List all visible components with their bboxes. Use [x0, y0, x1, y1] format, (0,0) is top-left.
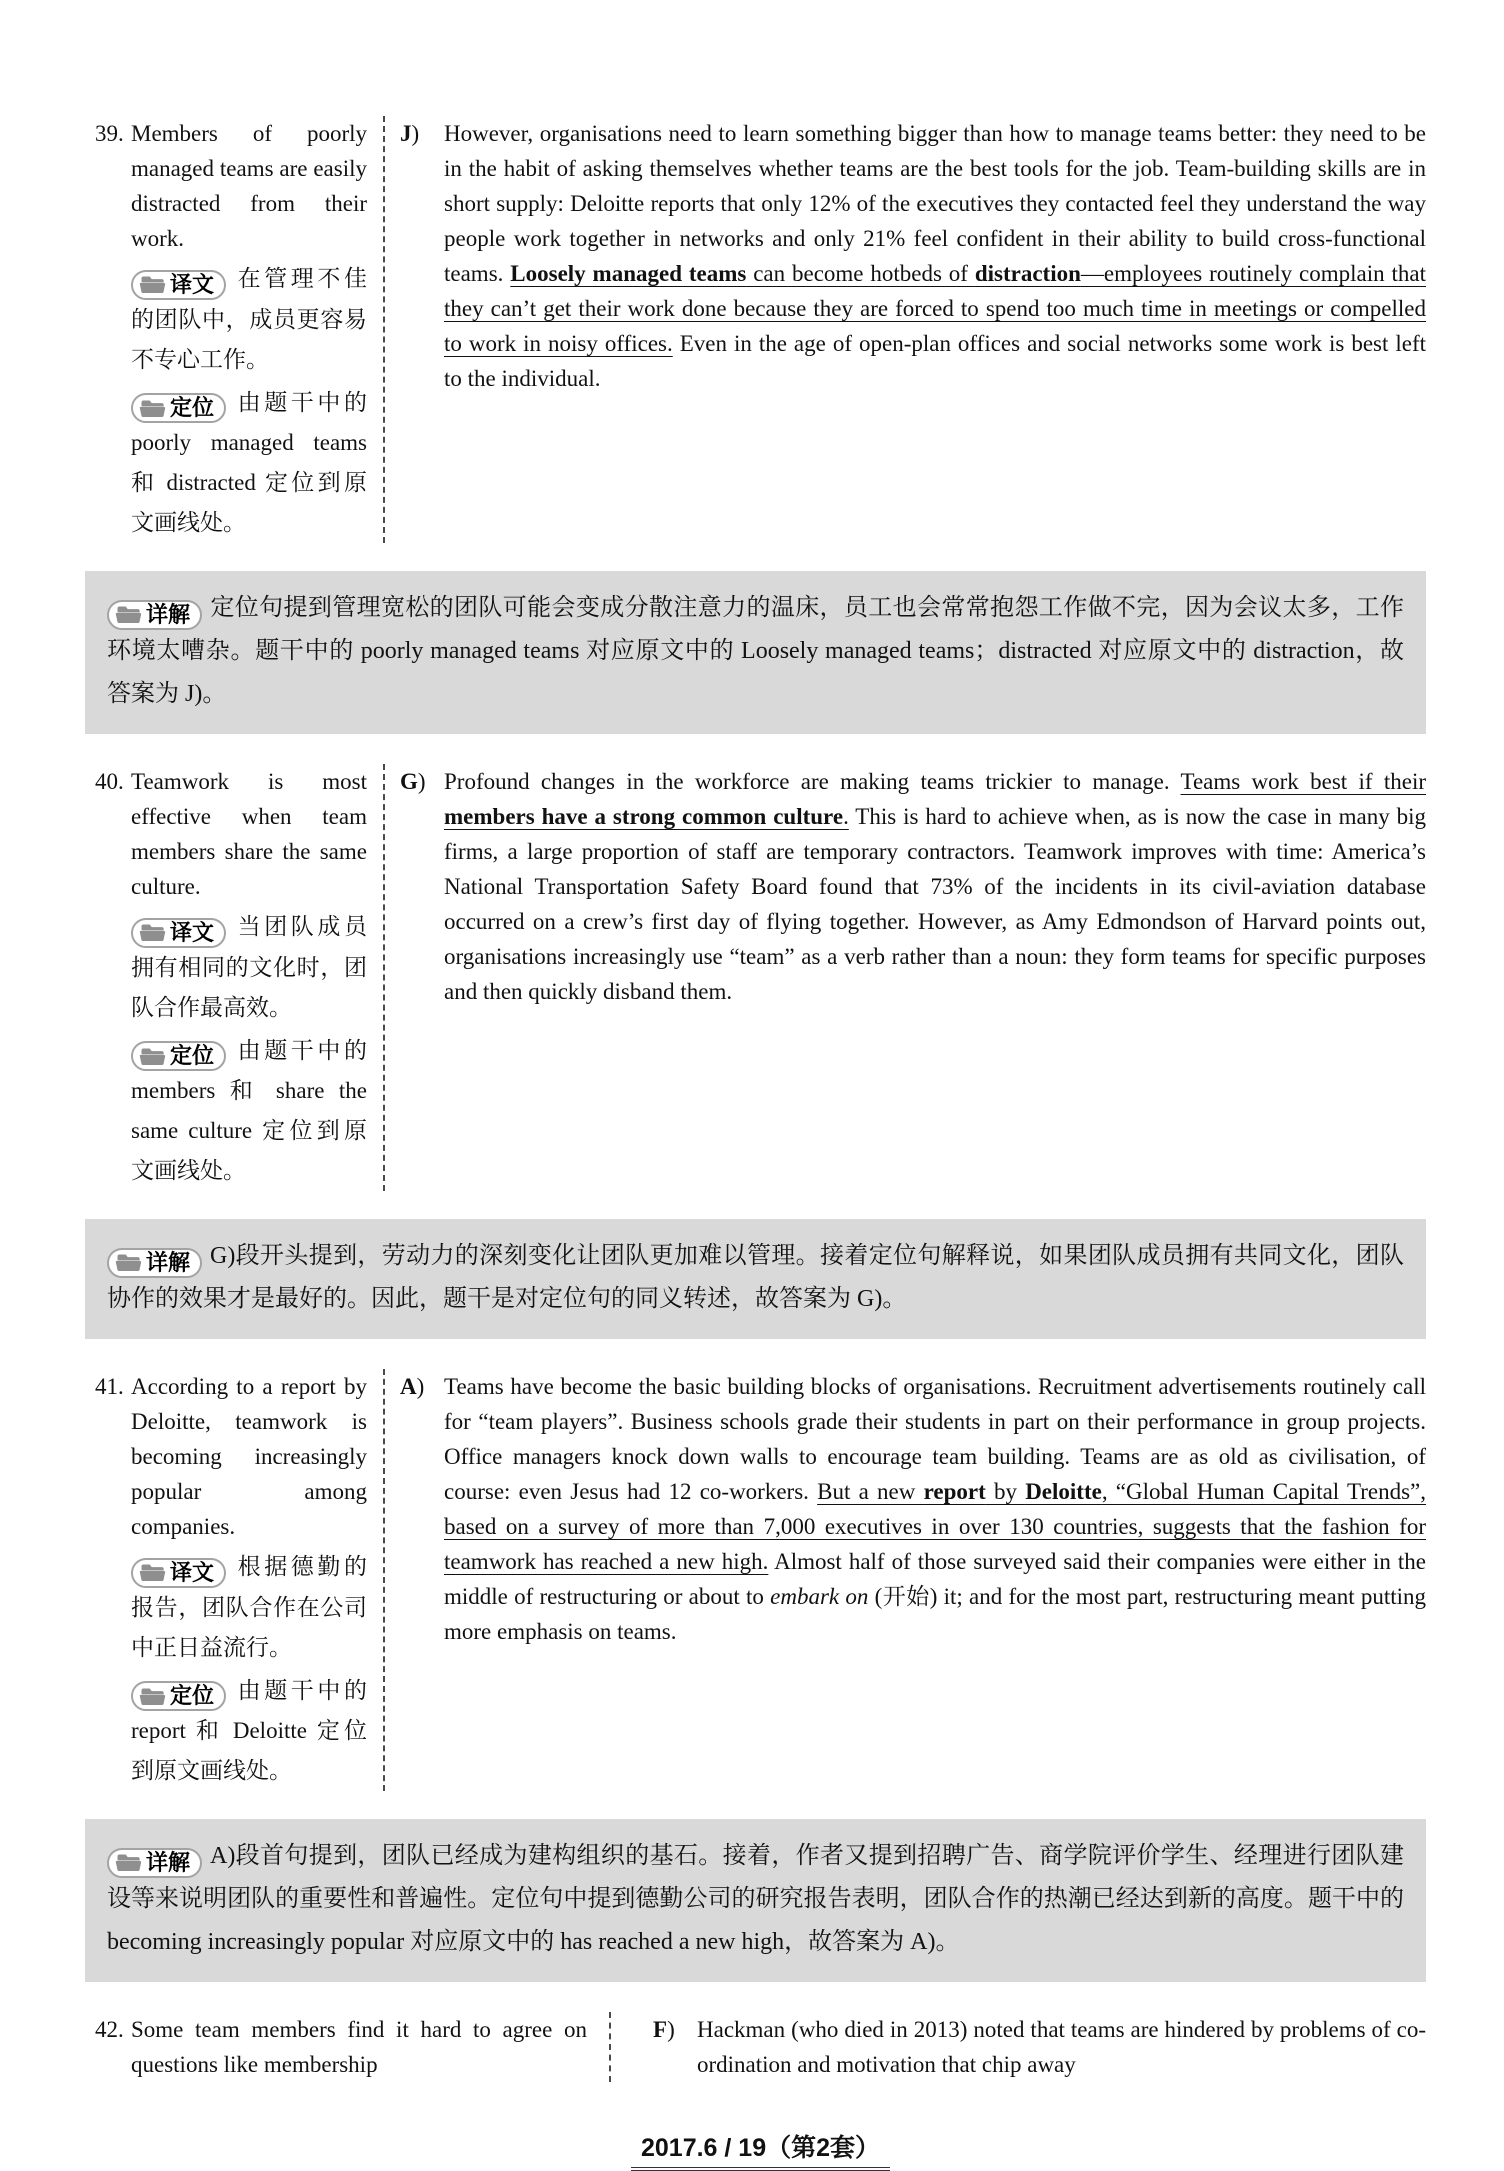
qa-row-41: [95, 1369, 1426, 1791]
column-divider: [383, 116, 385, 543]
question-stem: According to a report by Deloitte, teamwork is becoming increasingly popular among companies.: [131, 1374, 367, 1539]
column-divider: [383, 764, 385, 1191]
folder-icon: [140, 399, 165, 418]
locate-note: [131, 383, 367, 544]
translation-badge: [131, 270, 226, 300]
translation-note: [131, 1547, 367, 1668]
explanation-box-39: [85, 571, 1426, 734]
question-39: [95, 116, 367, 543]
explain-badge: [107, 1248, 202, 1278]
explain-badge-label: 详解: [146, 1249, 191, 1275]
question-41: [95, 1369, 367, 1791]
explain-badge-label: 详解: [146, 1849, 191, 1875]
answer-letter: F): [653, 2017, 675, 2042]
question-number: 39.: [95, 121, 124, 146]
question-number: 40.: [95, 769, 124, 794]
folder-icon: [116, 1253, 141, 1272]
folder-icon: [140, 1047, 165, 1066]
explain-badge: [107, 600, 202, 630]
locate-badge: [131, 393, 226, 423]
question-body: [131, 764, 367, 1191]
answer-41: [400, 1369, 1426, 1791]
page-footer: [95, 2128, 1426, 2171]
column-divider: [383, 1369, 385, 1791]
footer-page-number: 2017.6 / 19（第2套）: [631, 2128, 890, 2171]
explain-badge: [107, 1848, 202, 1878]
answer-40: [400, 764, 1426, 1191]
answer-letter: A): [400, 1374, 425, 1399]
locate-badge-label: 定位: [170, 1683, 215, 1708]
question-stem: Some team members find it hard to agree on questions like membership: [131, 2017, 587, 2077]
answer-paragraph-f: Hackman (who died in 2013) noted that teams are hindered by problems of co-ordination and motivation that chip away: [697, 2017, 1426, 2077]
answer-paragraph-a: Teams have become the basic building blocks of organisations. Recruitment advertisements routinely call for “team players”. Business schools grade their students in part on their performance in group projects. Office managers knock down walls to encourage team building. Teams are as old as civilisation, of course: even Jesus had 12 co-workers. But a new report by Deloitte, “Global Human Capital Trends”, based on a survey of more than 7,000 executives in over 130 countries, suggests that the fashion for teamwork has reached a new high. Almost half of those surveyed said their companies were either in the middle of restructuring or about to embark on (开始) it; and for the most part, restructuring meant putting more emphasis on teams.: [444, 1374, 1427, 1644]
locate-badge: [131, 1681, 226, 1711]
translation-badge: [131, 1558, 226, 1588]
answer-42: [653, 2012, 1426, 2082]
explanation-text: G)段开头提到，劳动力的深刻变化让团队更加难以管理。接着定位句解释说，如果团队成员拥有共同文化，团队协作的效果才是最好的。因此，题干是对定位句的同义转述，故答案为 G)。: [107, 1243, 1404, 1312]
folder-icon: [140, 275, 165, 294]
translation-text: 根据德勤的报告，团队合作在公司中正日益流行。: [131, 1554, 367, 1660]
translation-text: 在管理不佳的团队中，成员更容易不专心工作。: [131, 266, 367, 372]
explain-badge-label: 详解: [146, 601, 191, 627]
question-number: 41.: [95, 1374, 124, 1399]
locate-badge-label: 定位: [170, 395, 215, 420]
folder-icon: [140, 923, 165, 942]
locate-note: [131, 1031, 367, 1192]
answer-39: [400, 116, 1426, 543]
answer-letter: G): [400, 769, 426, 794]
question-body: [131, 2012, 587, 2082]
folder-icon: [140, 1563, 165, 1582]
translation-text: 当团队成员拥有相同的文化时，团队合作最高效。: [131, 914, 367, 1020]
answer-paragraph-j: However, organisations need to learn something bigger than how to manage teams better: they need to be in the habit of asking themselves whether teams are the best tools for the job. Team-building skills are in short supply: Deloitte reports that only 12% of the executives they contacted feel they understand the way people work together in networks and only 21% feel confident in their ability to build cross-functional teams. Loosely managed teams can become hotbeds of distraction—employees routinely complain that they can’t get their work done because they are forced to spend too much time in meetings or compelled to work in noisy offices. Even in the age of open-plan offices and social networks some work is best left to the individual.: [444, 121, 1426, 391]
question-stem: Members of poorly managed teams are easily distracted from their work.: [131, 121, 367, 251]
translation-badge-label: 译文: [170, 919, 215, 945]
question-body: [131, 116, 367, 543]
folder-icon: [116, 605, 141, 624]
locate-note: [131, 1671, 367, 1792]
folder-icon: [116, 1853, 141, 1872]
explanation-text: A)段首句提到，团队已经成为建构组织的基石。接着，作者又提到招聘广告、商学院评价学生、经理进行团队建设等来说明团队的重要性和普遍性。定位句中提到德勤公司的研究报告表明，团队合作的热潮已经达到新的高度。题干中的 becoming increasingly popular 对应原文中的 has reached a new high，故答案为 A)。: [107, 1843, 1404, 1955]
question-body: [131, 1369, 367, 1791]
translation-badge: [131, 918, 226, 948]
answer-letter: J): [400, 121, 420, 146]
question-stem: Teamwork is most effective when team members share the same culture.: [131, 769, 367, 899]
column-divider: [609, 2012, 611, 2082]
translation-badge-label: 译文: [170, 1559, 215, 1585]
explanation-box-41: [85, 1819, 1426, 1982]
qa-row-42: [95, 2012, 1426, 2082]
question-40: [95, 764, 367, 1191]
qa-row-39: [95, 116, 1426, 543]
qa-row-40: [95, 764, 1426, 1191]
explanation-box-40: [85, 1219, 1426, 1339]
translation-badge-label: 译文: [170, 271, 215, 297]
locate-text: 由题干中的 report 和 Deloitte 定位到原文画线处。: [131, 1677, 367, 1783]
locate-badge-label: 定位: [170, 1043, 215, 1068]
locate-badge: [131, 1041, 226, 1071]
locate-text: 由题干中的 members 和 share the same culture 定位到原文画线处。: [131, 1037, 367, 1183]
locate-text: 由题干中的 poorly managed teams 和 distracted 定位到原文画线处。: [131, 389, 367, 535]
translation-note: [131, 259, 367, 380]
explanation-text: 定位句提到管理宽松的团队可能会变成分散注意力的温床，员工也会常常抱怨工作做不完，因为会议太多，工作环境太嘈杂。题干中的 poorly managed teams 对应原文中的 Loosely managed teams；distracted 对应原文中的 distraction，故答案为 J)。: [107, 595, 1404, 707]
answer-paragraph-g: Profound changes in the workforce are making teams trickier to manage. Teams work best if their members have a strong common culture. This is hard to achieve when, as is now the case in many big firms, a large proportion of staff are temporary contractors. Teamwork improves with time: America’s National Transportation Safety Board found that 73% of the incidents in its civil-aviation database occurred on a crew’s first day of flying together. However, as Amy Edmondson of Harvard points out, organisations increasingly use “team” as a verb rather than a noun: they form teams for specific purposes and then quickly disband them.: [444, 769, 1426, 1004]
translation-note: [131, 907, 367, 1028]
folder-icon: [140, 1687, 165, 1706]
question-42: [95, 2012, 587, 2082]
question-number: 42.: [95, 2017, 124, 2042]
